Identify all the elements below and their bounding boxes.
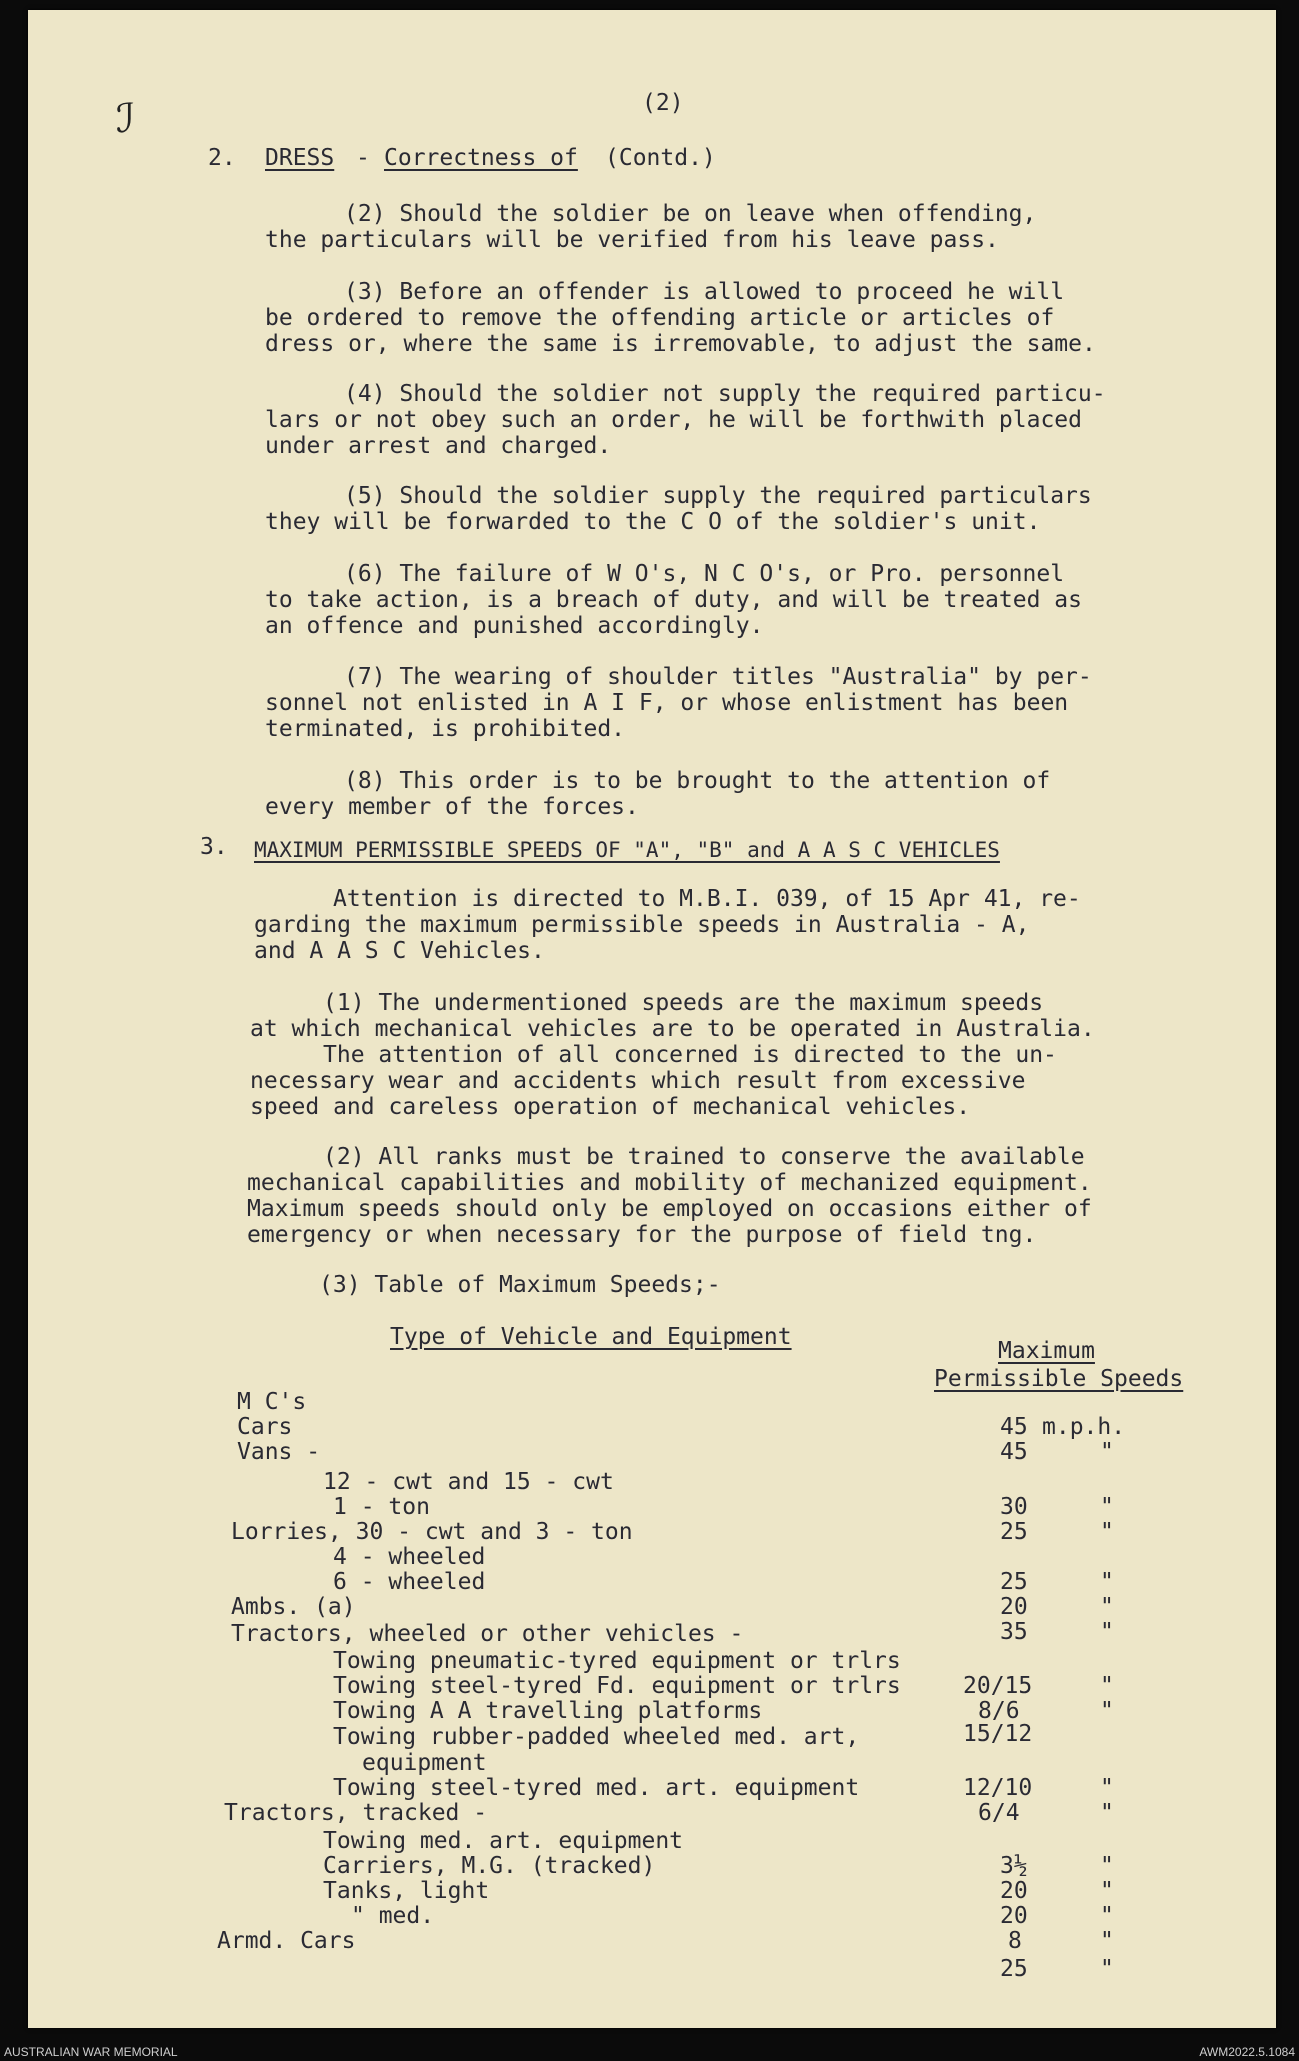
- table-header-speed-1: Maximum: [998, 1338, 1095, 1364]
- document-page: [28, 10, 1276, 2028]
- table-row-type: 4 - wheeled: [333, 1544, 486, 1570]
- table-ditto-mark: ": [1100, 1494, 1114, 1520]
- table-row-type: Towing rubber-padded wheeled med. art,: [333, 1724, 860, 1750]
- s3-intro-line-2: garding the maximum permissible speeds in Australia - A,: [254, 912, 1030, 938]
- table-speed-value: 8: [1008, 1928, 1022, 1954]
- s3-intro-line-1: Attention is directed to M.B.I. 039, of 15 Apr 41, re-: [333, 886, 1081, 912]
- s2-p7-line-3: terminated, is prohibited.: [265, 716, 626, 742]
- table-row-type: 1 - ton: [333, 1494, 430, 1520]
- table-speed-value: 25: [1000, 1519, 1028, 1545]
- footer-reference: AWM2022.5.1084: [1199, 2045, 1295, 2059]
- table-speed-value: 30: [1000, 1494, 1028, 1520]
- table-speed-value: 8/6: [978, 1698, 1020, 1724]
- table-row-type: equipment: [362, 1750, 487, 1776]
- table-ditto-mark: ": [1100, 1800, 1114, 1826]
- s2-p6-line-2: to take action, is a breach of duty, and will be treated as: [265, 587, 1082, 613]
- table-speed-value: 15/12: [963, 1721, 1033, 1747]
- table-row-type: Towing steel-tyred med. art. equipment: [333, 1775, 860, 1801]
- table-ditto-mark: ": [1100, 1519, 1114, 1545]
- s2-p5-line-2: they will be forwarded to the C O of the soldier's unit.: [265, 509, 1041, 535]
- s2-p4-line-2: lars or not obey such an order, he will be forthwith placed: [265, 407, 1082, 433]
- table-speed-value: 3½: [1000, 1853, 1028, 1879]
- s3-p2-line-4: emergency or when necessary for the purpose of field tng.: [247, 1222, 1037, 1248]
- table-row-type: Tractors, tracked -: [224, 1800, 488, 1826]
- margin-mark: ℐ: [116, 96, 135, 142]
- s2-p8-line-1: (8) This order is to be brought to the attention of: [344, 768, 1051, 794]
- table-ditto-mark: ": [1100, 1928, 1114, 1954]
- s3-p1-line-4: necessary wear and accidents which result from excessive: [250, 1068, 1026, 1094]
- s3-p2-line-2: mechanical capabilities and mobility of mechanized equipment.: [247, 1170, 1092, 1196]
- section2-title-dress: DRESS: [265, 145, 335, 171]
- table-row-type: M C's: [237, 1389, 307, 1415]
- section3-number: 3.: [200, 834, 228, 860]
- table-speed-value: 6/4: [978, 1800, 1020, 1826]
- table-row-type: Cars: [237, 1414, 293, 1440]
- s2-p4-line-1: (4) Should the soldier not supply the required particu-: [344, 381, 1106, 407]
- table-speed-value: 20: [1000, 1878, 1028, 1904]
- table-ditto-mark: ": [1100, 1569, 1114, 1595]
- s3-intro-line-3: and A A S C Vehicles.: [254, 938, 545, 964]
- section2-title-correctness: Correctness of: [384, 145, 578, 171]
- s2-p2-line-1: (2) Should the soldier be on leave when offending,: [344, 201, 1037, 227]
- table-ditto-mark: ": [1100, 1853, 1114, 1879]
- table-speed-value: 25: [1000, 1569, 1028, 1595]
- section2-number: 2.: [208, 145, 236, 171]
- s3-p3-table-intro: (3) Table of Maximum Speeds;-: [319, 1272, 721, 1298]
- table-speed-value: 20: [1000, 1594, 1028, 1620]
- s3-p1-line-5: speed and careless operation of mechanical vehicles.: [250, 1094, 971, 1120]
- s2-p3-line-2: be ordered to remove the offending article or articles of: [265, 305, 1055, 331]
- table-ditto-mark: ": [1100, 1903, 1114, 1929]
- table-row-type: Carriers, M.G. (tracked): [323, 1853, 656, 1879]
- table-row-type: Towing pneumatic-tyred equipment or trlrs: [333, 1648, 901, 1674]
- s2-p2-line-2: the particulars will be verified from his leave pass.: [265, 227, 999, 253]
- s2-p7-line-1: (7) The wearing of shoulder titles "Australia" by per-: [344, 664, 1092, 690]
- s3-p2-line-1: (2) All ranks must be trained to conserve the available: [323, 1144, 1085, 1170]
- table-row-type: Towing steel-tyred Fd. equipment or trlrs: [333, 1673, 901, 1699]
- table-ditto-mark: ": [1100, 1439, 1114, 1465]
- s2-p8-line-2: every member of the forces.: [265, 794, 639, 820]
- table-header-speed-2: Permissible Speeds: [934, 1366, 1184, 1392]
- table-row-type: Armd. Cars: [217, 1928, 356, 1954]
- table-row-type: Towing med. art. equipment: [323, 1828, 684, 1854]
- table-row-type: Tanks, light: [323, 1878, 490, 1904]
- table-speed-unit: m.p.h.: [1042, 1414, 1126, 1440]
- s2-p5-line-1: (5) Should the soldier supply the required particulars: [344, 483, 1092, 509]
- table-speed-value: 20/15: [963, 1673, 1033, 1699]
- table-ditto-mark: ": [1100, 1619, 1114, 1645]
- table-ditto-mark: ": [1100, 1878, 1114, 1904]
- s2-p3-line-3: dress or, where the same is irremovable, to adjust the same.: [265, 331, 1096, 357]
- table-speed-value: 12/10: [963, 1775, 1033, 1801]
- s3-p2-line-3: Maximum speeds should only be employed on occasions either of: [247, 1196, 1092, 1222]
- table-ditto-mark: ": [1100, 1594, 1114, 1620]
- s3-p1-line-3: The attention of all concerned is directed to the un-: [323, 1042, 1057, 1068]
- table-row-type: Towing A A travelling platforms: [333, 1698, 763, 1724]
- section2-title-dash: -: [356, 145, 370, 171]
- s3-p1-line-2: at which mechanical vehicles are to be operated in Australia.: [250, 1016, 1095, 1042]
- s2-p6-line-3: an offence and punished accordingly.: [265, 613, 764, 639]
- table-row-type: Vans -: [237, 1439, 321, 1465]
- page-number: (2): [642, 90, 684, 116]
- section3-title: MAXIMUM PERMISSIBLE SPEEDS OF "A", "B" and A A S C VEHICLES: [254, 838, 1000, 862]
- table-row-type: " med.: [351, 1903, 435, 1929]
- table-ditto-mark: ": [1100, 1698, 1114, 1724]
- footer-source: AUSTRALIAN WAR MEMORIAL: [4, 2045, 178, 2059]
- table-row-type: 12 - cwt and 15 - cwt: [323, 1469, 614, 1495]
- table-row-type: Tractors, wheeled or other vehicles -: [231, 1621, 744, 1647]
- table-header-type: Type of Vehicle and Equipment: [390, 1324, 792, 1350]
- section2-title-contd: (Contd.): [605, 145, 716, 171]
- table-speed-value: 45: [1000, 1414, 1028, 1440]
- table-row-type: 6 - wheeled: [333, 1569, 486, 1595]
- table-row-type: Ambs. (a): [231, 1594, 356, 1620]
- s2-p3-line-1: (3) Before an offender is allowed to proceed he will: [344, 279, 1065, 305]
- s2-p6-line-1: (6) The failure of W O's, N C O's, or Pro. personnel: [344, 561, 1065, 587]
- table-speed-value: 35: [1000, 1619, 1028, 1645]
- table-speed-value: 20: [1000, 1903, 1028, 1929]
- table-ditto-mark: ": [1100, 1673, 1114, 1699]
- s3-p1-line-1: (1) The undermentioned speeds are the maximum speeds: [323, 990, 1044, 1016]
- s2-p4-line-3: under arrest and charged.: [265, 433, 612, 459]
- s2-p7-line-2: sonnel not enlisted in A I F, or whose enlistment has been: [265, 690, 1069, 716]
- table-ditto-mark: ": [1100, 1775, 1114, 1801]
- table-ditto-mark: ": [1100, 1956, 1114, 1982]
- table-row-type: Lorries, 30 - cwt and 3 - ton: [231, 1519, 633, 1545]
- table-speed-value: 45: [1000, 1439, 1028, 1465]
- table-speed-value: 25: [1000, 1956, 1028, 1982]
